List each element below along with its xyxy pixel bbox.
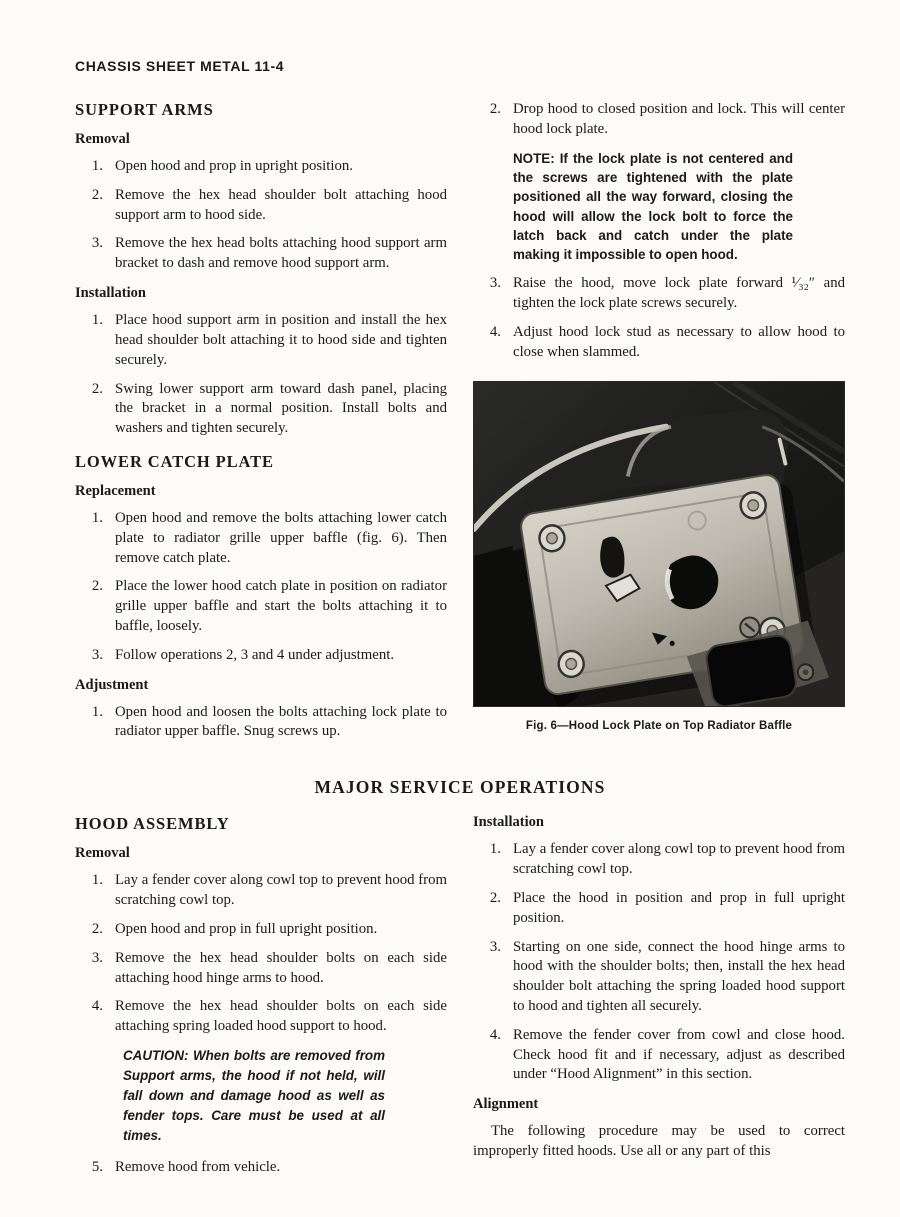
section-title-support-arms: SUPPORT ARMS xyxy=(75,100,214,119)
step-number: 2. xyxy=(91,578,103,595)
running-header: CHASSIS SHEET METAL 11-4 xyxy=(75,58,285,74)
right-column xyxy=(473,100,845,751)
figure-caption: Fig. 6—Hood Lock Plate on Top Radiator Baffle xyxy=(525,719,793,732)
step-text: Open hood and prop in upright position. xyxy=(115,158,353,174)
list-item xyxy=(83,871,447,911)
top-columns xyxy=(75,100,845,751)
step-number: 1. xyxy=(91,703,103,720)
step-number: 2. xyxy=(489,889,501,906)
adjustment-continued-steps xyxy=(473,100,845,140)
step-number: 1. xyxy=(91,872,103,889)
step-text: Starting on one side, connect the hood hinge arms to hood with the shoulder bolts; then, install the hex head shoulder bolt attaching the spring loaded hood support to hood and tighten all securely. xyxy=(513,938,845,1014)
step-number: 2. xyxy=(91,186,103,203)
list-item xyxy=(83,577,447,636)
step-number: 2. xyxy=(91,920,103,937)
hood-lock-plate-photo xyxy=(473,381,845,707)
step-text: Open hood and remove the bolts attaching lower catch plate to radiator grille upper baffle (fig. 6). Then remove catch plate. xyxy=(115,509,447,566)
bottom-columns xyxy=(75,814,845,1187)
step-number: 3. xyxy=(489,275,501,292)
step-text: Remove the hex head shoulder bolts on each side attaching hood hinge arms to hood. xyxy=(115,949,447,986)
step-text: Place the lower hood catch plate in position on radiator grille upper baffle and start the bolts attaching it to baffle, loosely. xyxy=(115,578,447,634)
subhead-alignment: Alignment xyxy=(473,1096,539,1113)
list-item xyxy=(83,234,447,274)
step-text: Remove the hex head bolts attaching hood support arm bracket to dash and remove hood support arm. xyxy=(115,235,447,272)
step-text: Open hood and prop in full upright position. xyxy=(115,920,378,937)
step-text: Lay a fender cover along cowl top to prevent hood from scratching cowl top. xyxy=(115,872,447,909)
step-number: 3. xyxy=(91,646,103,663)
figure-photo xyxy=(473,381,845,732)
step-text: Place hood support arm in position and install the hex head shoulder bolt attaching it to hood side and tighten securely. xyxy=(115,312,447,368)
support-arms-installation-steps xyxy=(75,311,447,439)
list-item xyxy=(481,938,845,1017)
step-text: Remove the fender cover from cowl and close hood. Check hood fit and if necessary, adjust as described under “Hood Alignment” in this section. xyxy=(513,1026,845,1083)
adjustment-continued-steps-after-note xyxy=(473,274,845,362)
support-arms-removal-steps xyxy=(75,157,447,274)
note-block: NOTE: If the lock plate is not centered and the screws are tightened with the plate positioned all the way forward, closing the hood will allow the lock bolt to force the latch back and catch under the plate making it impossible to open hood. xyxy=(513,150,793,263)
list-item xyxy=(83,157,447,177)
hood-installation-steps xyxy=(473,840,845,1085)
section-title-hood-assembly: HOOD ASSEMBLY xyxy=(75,814,230,834)
step-text: Raise the hood, move lock plate forward ¹⁄₃₂″ and tighten the lock plate screws securely. xyxy=(513,275,845,312)
list-item xyxy=(481,889,845,929)
step-text: Remove the hex head shoulder bolts on each side attaching spring loaded hood support to hood. xyxy=(115,998,447,1035)
list-item xyxy=(481,323,845,363)
step-number: 1. xyxy=(91,312,103,329)
subhead-installation: Installation xyxy=(75,285,146,302)
step-number: 3. xyxy=(91,235,103,252)
list-item xyxy=(83,509,447,568)
step-number: 3. xyxy=(489,938,501,955)
list-item xyxy=(481,100,845,140)
step-number: 4. xyxy=(91,998,103,1015)
hood-removal-steps xyxy=(75,871,447,1037)
list-item xyxy=(83,646,447,666)
step-text: Remove hood from vehicle. xyxy=(115,1159,281,1176)
lower-catch-plate-replacement-steps xyxy=(75,509,447,666)
step-number: 2. xyxy=(91,380,103,397)
section-title-lower-catch-plate: LOWER CATCH PLATE xyxy=(75,451,274,471)
step-number: 2. xyxy=(489,101,501,117)
hood-removal-steps-after-caution xyxy=(75,1158,447,1178)
left-column xyxy=(75,100,447,751)
list-item xyxy=(481,274,845,314)
caution-block: CAUTION: When bolts are removed from Support arms, the hood if not held, will fall down and damage hood as well as fender tops. Care must be used at all times. xyxy=(123,1047,385,1144)
step-text: Open hood and loosen the bolts attaching lock plate to radiator upper baffle. Snug screws up. xyxy=(115,703,447,740)
list-item xyxy=(83,703,447,743)
step-number: 3. xyxy=(91,949,103,966)
adjustment-steps xyxy=(75,703,447,743)
step-number: 4. xyxy=(489,1026,501,1043)
step-text: Adjust hood lock stud as necessary to allow hood to close when slammed. xyxy=(513,324,845,360)
list-item xyxy=(83,949,447,989)
list-item xyxy=(83,380,447,439)
list-item xyxy=(481,1026,845,1085)
right-column-bottom xyxy=(473,814,845,1187)
step-number: 1. xyxy=(91,158,103,174)
step-text: Swing lower support arm toward dash panel, placing the bracket in a normal position. Install bolts and washers and tighten securely. xyxy=(115,380,447,437)
subhead-hood-installation: Installation xyxy=(473,814,544,831)
step-text: Place the hood in position and prop in full upright position. xyxy=(513,889,845,926)
subhead-hood-removal: Removal xyxy=(75,845,130,862)
major-section-heading: MAJOR SERVICE OPERATIONS xyxy=(314,777,606,798)
step-text: Lay a fender cover along cowl top to prevent hood from scratching cowl top. xyxy=(513,841,845,878)
list-item xyxy=(481,840,845,880)
step-number: 1. xyxy=(91,509,103,526)
list-item xyxy=(83,920,447,940)
alignment-paragraph: The following procedure may be used to correct improperly fitted hoods. Use all or any part of this xyxy=(473,1123,845,1159)
step-text: Drop hood to closed position and lock. This will center hood lock plate. xyxy=(513,101,845,137)
subhead-removal: Removal xyxy=(75,131,130,147)
list-item xyxy=(83,997,447,1037)
subhead-adjustment: Adjustment xyxy=(75,676,149,693)
step-text: Follow operations 2, 3 and 4 under adjustment. xyxy=(115,646,395,663)
step-number: 4. xyxy=(489,324,501,341)
step-text: Remove the hex head shoulder bolt attaching hood support arm to hood side. xyxy=(115,186,447,223)
list-item xyxy=(83,186,447,226)
list-item xyxy=(83,311,447,370)
left-column-bottom xyxy=(75,814,447,1187)
subhead-replacement: Replacement xyxy=(75,482,156,499)
step-number: 1. xyxy=(489,841,501,858)
step-number: 5. xyxy=(91,1159,103,1176)
list-item xyxy=(83,1158,447,1178)
